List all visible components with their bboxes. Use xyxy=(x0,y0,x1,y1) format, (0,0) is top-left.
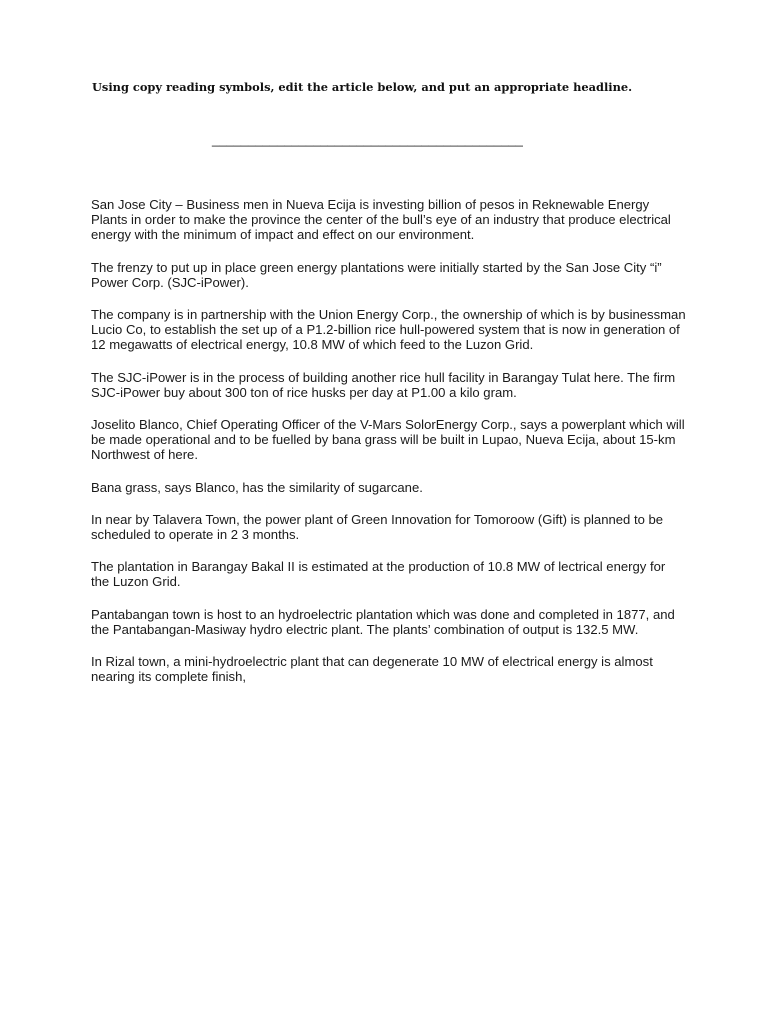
instruction-text: Using copy reading symbols, edit the article below, and put an appropriate headline. xyxy=(92,80,633,94)
article-paragraph-2: The frenzy to put up in place green energy plantations were initially started by the San Jose City “i” Power Corp. (SJC-iPower). xyxy=(91,259,662,290)
article-paragraph-7: In near by Talavera Town, the power plant of Green Innovation for Tomoroow (Gift) is planned to be scheduled to operate in 2 3 months. xyxy=(91,511,664,543)
article-paragraph-6: Bana grass, says Blanco, has the similarity of sugarcane. xyxy=(91,479,423,495)
article-paragraph-8: The plantation in Barangay Bakal II is estimated at the production of 10.8 MW of lectrical energy for the Luzon Grid. xyxy=(91,559,666,590)
article-paragraph-10: In Rizal town, a mini-hydroelectric plant that can degenerate 10 MW of electrical energy is almost nearing its complete finish, xyxy=(91,654,653,685)
article-paragraph-5: Joselito Blanco, Chief Operating Officer of the V-Mars SolorEnergy Corp., says a powerplant which will be made operational and to be fuelled by bana grass will be built in Lupao, Nueva Ecija, about 15-km Northwest of here. xyxy=(91,417,685,463)
article-paragraph-1: San Jose City – Business men in Nueva Ecija is investing billion of pesos in Reknewable Energy Plants in order to make the province the center of the bull’s eye of an industry that produce electrical energy with the minimum of impact and effect on our environment. xyxy=(91,197,671,243)
article-paragraph-9: Pantabangan town is host to an hydroelectric plantation which was done and completed in 1877, and the Pantabangan-Masiway hydro electric plant. The plants’ combination of output is 132.5 MW. xyxy=(91,606,675,637)
article-body xyxy=(91,197,686,701)
article-paragraph-4: The SJC-iPower is in the process of building another rice hull facility in Barangay Tulat here. The firm SJC-iPower buy about 300 ton of rice husks per day at P1.00 a kilo gram. xyxy=(91,369,676,400)
headline-blank-line: ___________________________________________ xyxy=(212,132,523,147)
article-paragraph-3: The company is in partnership with the Union Energy Corp., the ownership of which is by businessman Lucio Co, to establish the set up of a P1.2-billion rice hull-powered system that is now in generation of 12 megawatts of electrical energy, 10.8 MW of which feed to the Luzon Grid. xyxy=(91,307,686,353)
